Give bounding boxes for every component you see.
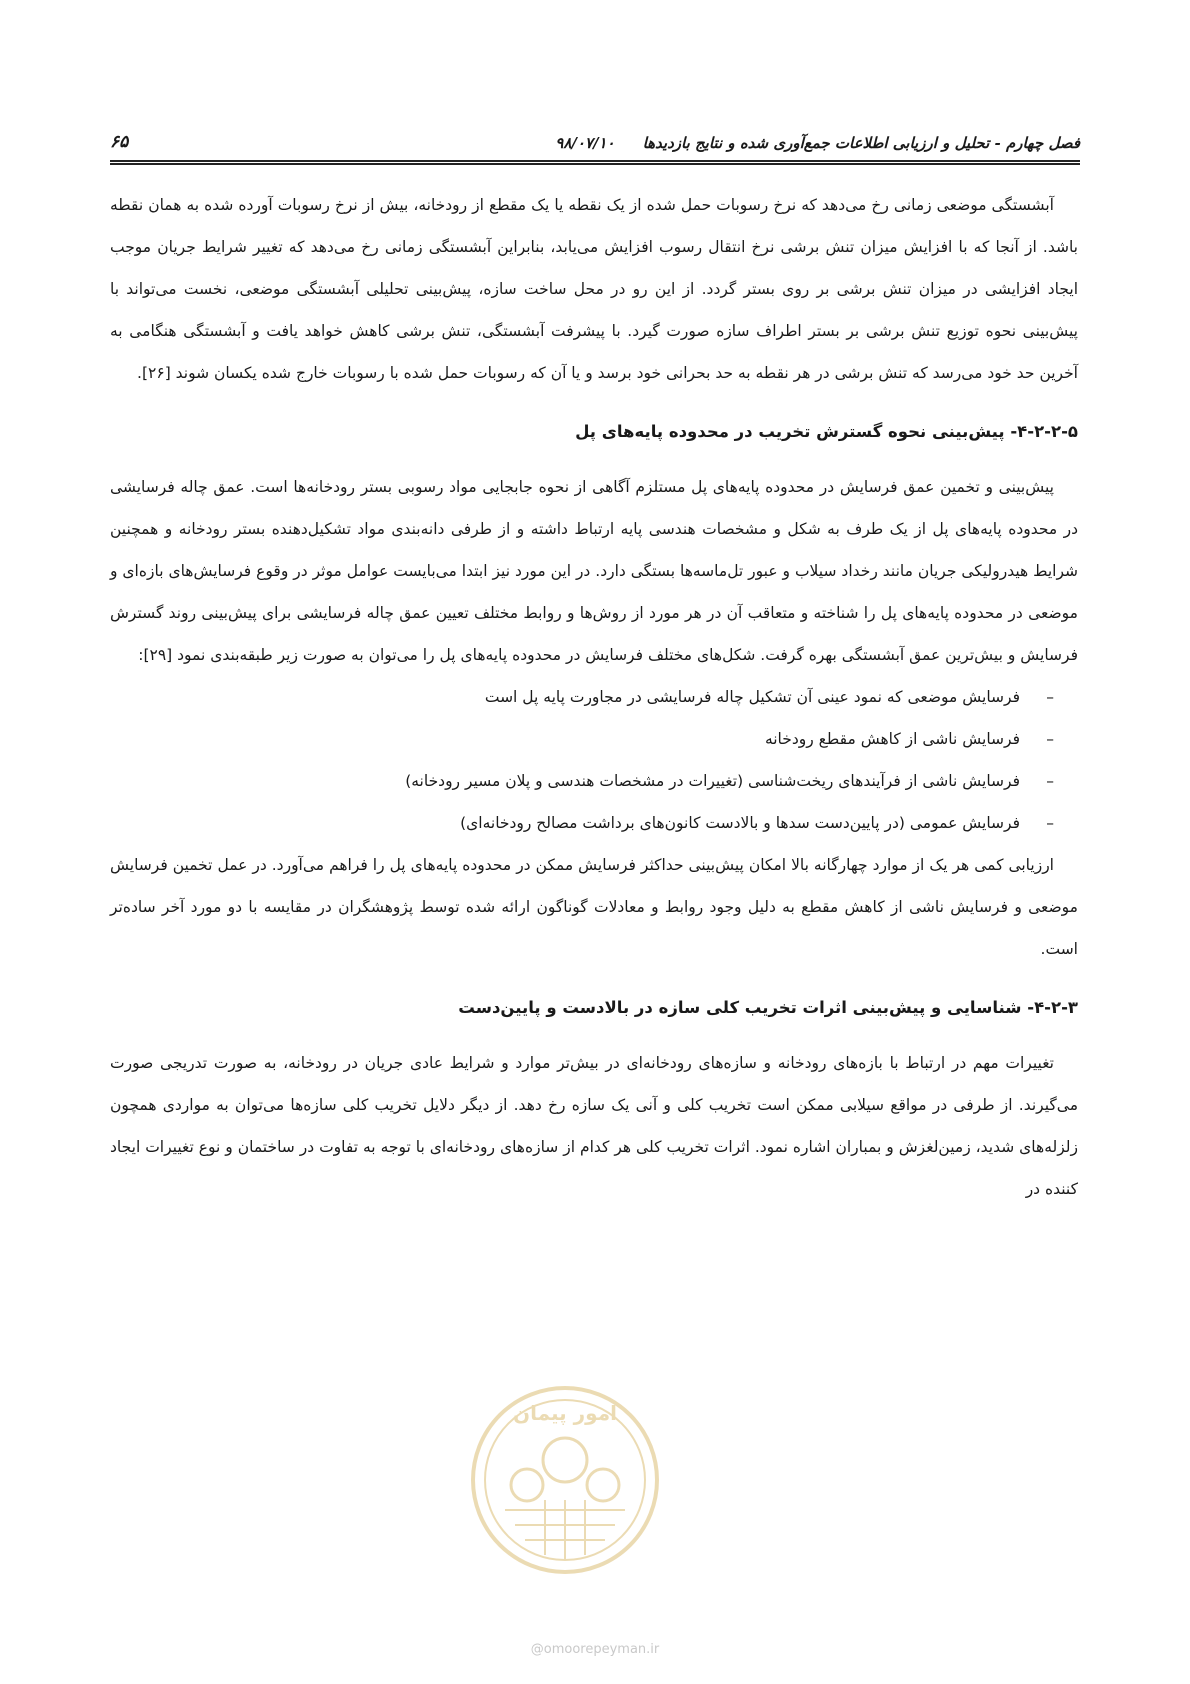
watermark-logo-text: امور پیمان [513, 1401, 617, 1425]
page-content [110, 184, 1078, 1210]
list-item-text: فرسایش ناشی از فرآیندهای ریخت‌شناسی (تغییرات در مشخصات هندسی و پلان مسیر رودخانه) [405, 772, 1020, 790]
chapter-title: فصل چهارم - تحلیل و ارزیابی اطلاعات جمع‌آوری شده و نتایج بازدیدها [642, 134, 1080, 152]
section-paragraph: تغییرات مهم در ارتباط با بازه‌های رودخانه و سازه‌های رودخانه‌ای در بیش‌تر موارد و شرایط عادی جریان در رودخانه، به صورت تدریجی صورت می‌گیرند. از طرفی در مواقع سیلابی ممکن است تخریب کلی و آنی یک سازه رخ دهد. از دیگر دلایل تخریب کلی سازه‌ها می‌توان به مواردی همچون زلزله‌های شدید، زمین‌لغزش و بمباران اشاره نمود. اثرات تخریب کلی هر کدام از سازه‌های رودخانه‌ای با توجه به تفاوت در ساختمان و نوع تغییرات ایجاد کننده در [110, 1054, 1078, 1198]
list-item [110, 802, 1054, 844]
closing-paragraph: ارزیابی کمی هر یک از موارد چهارگانه بالا امکان پیش‌بینی حداکثر فرسایش ممکن در محدوده پایه‌های پل را فراهم می‌آورد. در عمل تخمین فرسایش موضعی و فرسایش ناشی از کاهش مقطع به دلیل وجود روابط و معادلات گوناگون ارائه شده توسط پژوهشگران در مقایسه با دو مورد آخر ساده‌تر است. [110, 856, 1078, 958]
list-item-text: فرسایش موضعی که نمود عینی آن تشکیل چاله فرسایشی در مجاورت پایه پل است [484, 688, 1020, 706]
list-item [110, 676, 1054, 718]
scour-types-list [110, 676, 1078, 844]
page-header [110, 118, 1080, 152]
list-marker: – [1046, 688, 1054, 706]
header-text [555, 134, 1080, 152]
page-number: ۶۵ [110, 132, 129, 152]
watermark-url: @omoorepeyman.ir [530, 1642, 660, 1657]
section-heading-bridge-pier-scour: ۴-۲-۲-۵- پیش‌بینی نحوه گسترش تخریب در محدوده پایه‌های پل [575, 422, 1078, 441]
header-date: ۹۸/۰۷/۱۰ [555, 134, 615, 152]
watermark-logo-icon [465, 1380, 665, 1580]
list-marker: – [1046, 730, 1054, 748]
list-marker: – [1046, 772, 1054, 790]
list-item-text: فرسایش ناشی از کاهش مقطع رودخانه [764, 730, 1020, 748]
list-item-text: فرسایش عمومی (در پایین‌دست سدها و بالادست کانون‌های برداشت مصالح رودخانه‌ای) [460, 814, 1020, 832]
section-heading-structure-failure: ۴-۲-۳- شناسایی و پیش‌بینی اثرات تخریب کلی سازه در بالادست و پایین‌دست [458, 998, 1078, 1017]
section-paragraph: پیش‌بینی و تخمین عمق فرسایش در محدوده پایه‌های پل مستلزم آگاهی از نحوه جابجایی مواد رسوبی بستر رودخانه‌ها است. عمق چاله فرسایشی در محدوده پایه‌های پل از یک طرف به شکل و مشخصات هندسی پایه ارتباط داشته و از طرفی دانه‌بندی مواد تشکیل‌دهنده بستر رودخانه و همچنین شرایط هیدرولیکی جریان مانند رخداد سیلاب و عبور تل‌ماسه‌ها بستگی دارد. در این مورد نیز ابتدا می‌بایست عوامل موثر در وقوع فرسایش‌های بازه‌ای و موضعی در محدوده پایه‌های پل را شناخته و متعاقب آن در هر مورد از روش‌ها و روابط مختلف تعیین عمق چاله فرسایشی برای پیش‌بینی روند گسترش فرسایش و بیش‌ترین عمق آبشستگی بهره گرفت. شکل‌های مختلف فرسایش در محدوده پایه‌های پل را می‌توان به صورت زیر طبقه‌بندی نمود [۲۹]: [110, 478, 1078, 664]
list-item [110, 760, 1054, 802]
list-item [110, 718, 1054, 760]
intro-paragraph: آبشستگی موضعی زمانی رخ می‌دهد که نرخ رسوبات حمل شده از یک نقطه یا یک مقطع از رودخانه، بیش از نرخ رسوبات آورده شده به همان نقطه باشد. از آنجا که با افزایش میزان تنش برشی نرخ انتقال رسوب افزایش می‌یابد، بنابراین آبشستگی زمانی رخ می‌دهد که تغییر شرایط جریان موجب ایجاد افزایشی در میزان تنش برشی بر روی بستر گردد. از این رو در محل ساخت سازه، پیش‌بینی تحلیلی آبشستگی موضعی، نخست می‌تواند با پیش‌بینی نحوه توزیع تنش برشی بر بستر اطراف سازه صورت گیرد. با پیشرفت آبشستگی، تنش برشی کاهش خواهد یافت و آبشستگی هنگامی به آخرین حد خود می‌رسد که تنش برشی در هر نقطه به حد بحرانی خود برسد و یا آن که رسوبات حمل شده با رسوبات خارج شده یکسان شوند [۲۶]. [110, 196, 1078, 382]
header-rule [110, 160, 1080, 165]
list-marker: – [1046, 814, 1054, 832]
